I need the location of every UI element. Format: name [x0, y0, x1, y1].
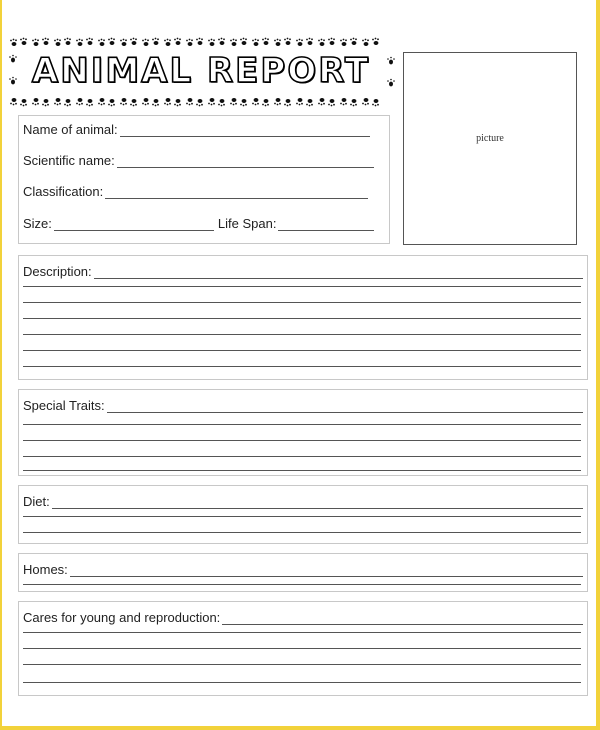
- picture-label: picture: [476, 133, 504, 144]
- writing-line[interactable]: [23, 584, 581, 585]
- writing-line[interactable]: [23, 302, 581, 303]
- special-traits-label: Special Traits:: [23, 398, 105, 413]
- classification-row: [23, 184, 368, 199]
- writing-line[interactable]: [23, 366, 581, 367]
- classification-label: Classification:: [23, 184, 104, 199]
- name-of-animal-field[interactable]: [120, 124, 370, 137]
- special-traits-row: [23, 398, 583, 413]
- diet-row: [23, 494, 583, 509]
- animal-info-box: [18, 115, 390, 244]
- worksheet-page: [2, 0, 596, 726]
- size-field[interactable]: [54, 218, 214, 231]
- cares-field[interactable]: [222, 612, 583, 625]
- homes-field[interactable]: [70, 564, 583, 577]
- name-of-animal-label: Name of animal:: [23, 122, 118, 137]
- writing-line[interactable]: [23, 664, 581, 665]
- writing-line[interactable]: [23, 350, 581, 351]
- homes-label: Homes:: [23, 562, 68, 577]
- writing-line[interactable]: [23, 632, 581, 633]
- writing-line[interactable]: [23, 470, 581, 471]
- cares-row: [23, 610, 583, 625]
- writing-line[interactable]: [23, 516, 581, 517]
- scientific-name-row: [23, 153, 374, 168]
- paw-print-border-right: [386, 50, 396, 94]
- writing-line[interactable]: [23, 424, 581, 425]
- writing-line[interactable]: [23, 532, 581, 533]
- scientific-name-field[interactable]: [117, 155, 374, 168]
- homes-section: [18, 553, 588, 592]
- writing-line[interactable]: [23, 318, 581, 319]
- lifespan-field[interactable]: [278, 218, 374, 231]
- writing-line[interactable]: [23, 682, 581, 683]
- description-section: [18, 255, 588, 380]
- diet-field[interactable]: [52, 496, 583, 509]
- special-traits-field[interactable]: [107, 400, 583, 413]
- writing-line[interactable]: [23, 440, 581, 441]
- size-lifespan-row: [23, 216, 374, 231]
- writing-line[interactable]: [23, 334, 581, 335]
- homes-row: [23, 562, 583, 577]
- writing-line[interactable]: [23, 456, 581, 457]
- description-label: Description:: [23, 264, 92, 279]
- classification-field[interactable]: [105, 186, 368, 199]
- cares-label: Cares for young and reproduction:: [23, 610, 221, 625]
- paw-print-border-bottom: [8, 94, 396, 108]
- size-label: Size:: [23, 216, 52, 231]
- paw-print-border-top: [8, 36, 396, 50]
- picture-box[interactable]: [403, 52, 577, 245]
- cares-section: [18, 601, 588, 696]
- name-of-animal-row: [23, 122, 370, 137]
- writing-line[interactable]: [23, 286, 581, 287]
- lifespan-label: Life Span:: [217, 216, 277, 231]
- special-traits-section: [18, 389, 588, 476]
- description-row: [23, 264, 583, 279]
- description-field[interactable]: [94, 266, 583, 279]
- diet-label: Diet:: [23, 494, 50, 509]
- report-title: ANIMAL REPORT: [31, 51, 371, 91]
- diet-section: [18, 485, 588, 544]
- writing-line[interactable]: [23, 648, 581, 649]
- title-banner: [8, 36, 396, 106]
- scientific-name-label: Scientific name:: [23, 153, 115, 168]
